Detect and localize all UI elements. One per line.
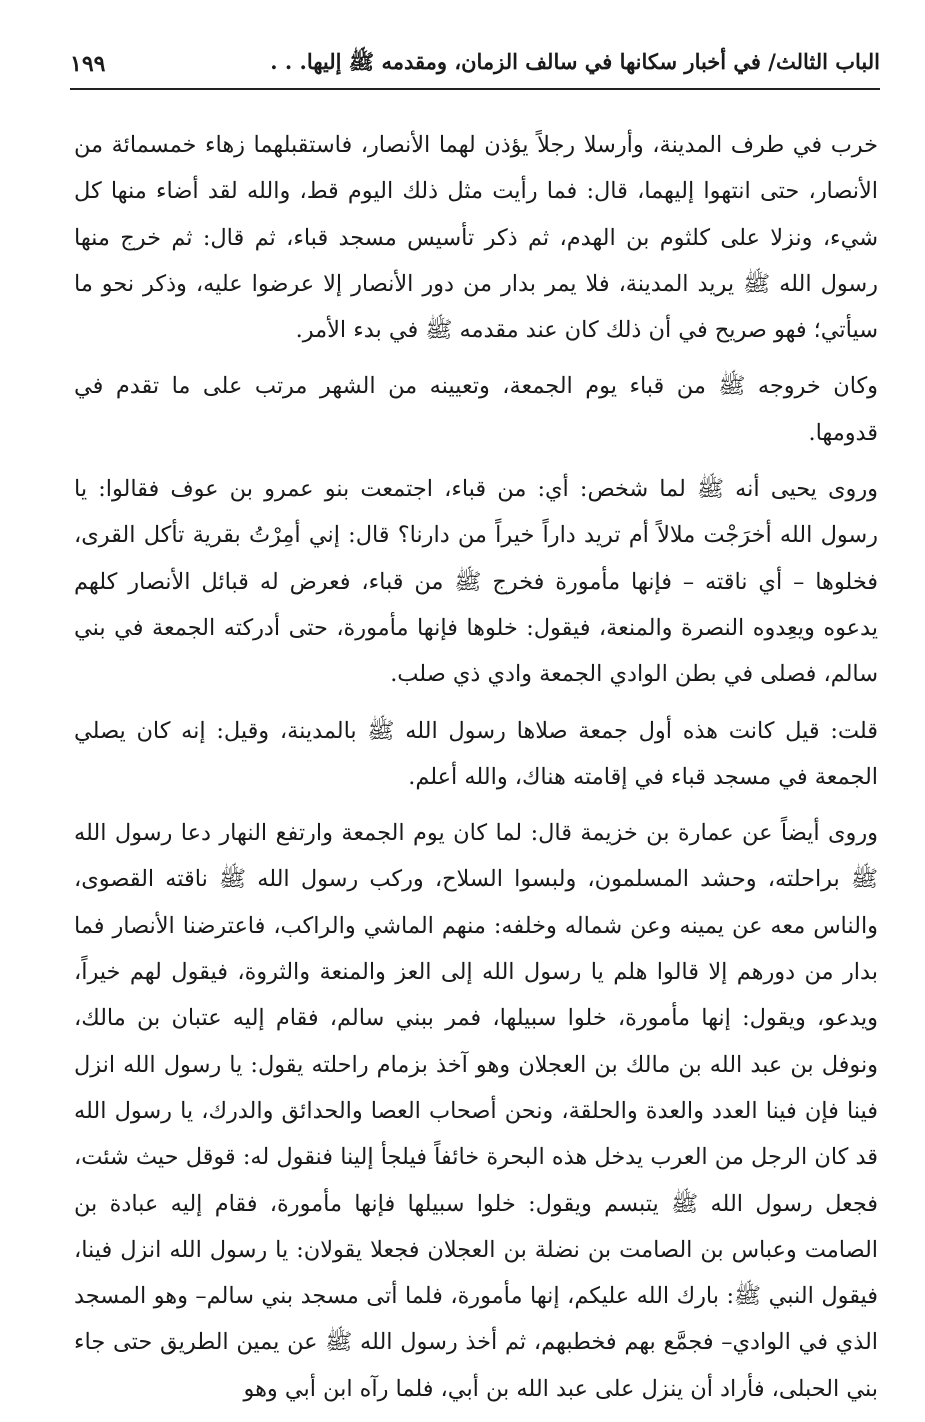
paragraph: وكان خروجه ﷺ من قباء يوم الجمعة، وتعيينه من الشهر مرتب على ما تقدم في قدومها. [74,373,878,446]
paragraph: قلت: قيل كانت هذه أول جمعة صلاها رسول الله ﷺ بالمدينة، وقيل: إنه كان يصلي الجمعة في مسجد قباء في إقامته هناك، والله أعلم. [74,717,878,790]
paragraph: خرب في طرف المدينة، وأرسلا رجلاً يؤذن لهما الأنصار، فاستقبلهما زهاء خمسمائة من الأنصار، حتى انتهوا إليهما، قال: فما رأيت مثل ذلك اليوم قط، والله لقد أضاء منها كل شيء، ونزلا على كلثوم بن الهدم، ثم ذكر تأسيس مسجد قباء، ثم قال: ثم خرج منها رسول الله ﷺ يريد المدينة، فلا يمر بدار من دور الأنصار إلا عرضوا عليه، وذكر نحو ما سيأتي؛ فهو صريح في أن ذلك كان عند مقدمه ﷺ في بدء الأمر. [74,132,878,344]
paragraph: وروى يحيى أنه ﷺ لما شخص: أي: من قباء، اجتمعت بنو عمرو بن عوف فقالوا: يا رسول الله أخرَجْت ملالاً أم تريد داراً خيراً من دارنا؟ قال: إني أمِرْتُ بقرية تأكل القرى، فخلوها – أي ناقته – فإنها مأمورة فخرج ﷺ من قباء، فعرض له قبائل الأنصار كلهم يدعوه ويعِدوه النصرة والمنعة، فيقول: خلوها فإنها مأمورة، حتى أدركته الجمعة في بني سالم، فصلى في بطن الوادي الجمعة وادي ذي صلب. [74,476,878,688]
main-text [74,122,878,1422]
chapter-title: الباب الثالث/ في أخبار سكانها في سالف الزمان، ومقدمه ﷺ إليها. . . [270,48,880,74]
page-number: ١٩٩ [70,51,106,77]
running-header [70,40,880,90]
paragraph: وروى أيضاً عن عمارة بن خزيمة قال: لما كان يوم الجمعة وارتفع النهار دعا رسول الله ﷺ براحلته، وحشد المسلمون، ولبسوا السلاح، وركب رسول الله ﷺ ناقته القصوى، والناس معه عن يمينه وعن شماله وخلفه: منهم الماشي والراكب، فاعترضنا الأنصار فما بدار من دورهم إلا قالوا هلم يا رسول الله إلى العز والمنعة والثروة، فيقول لهم خيراً، ويدعو، ويقول: إنها مأمورة، خلوا سبيلها، فمر ببني سالم، فقام إليه عتبان بن مالك، ونوفل بن عبد الله بن مالك بن العجلان وهو آخذ بزمام راحلته يقول: يا رسول الله انزل فينا فإن فينا العدد والعدة والحلقة، ونحن أصحاب العصا والحدائق والدرك، يا رسول الله قد كان الرجل من العرب يدخل هذه البحرة خائفاً فيلجأ إلينا فنقول له: قوقل حيث شئت، فجعل رسول الله ﷺ يتبسم ويقول: خلوا سبيلها فإنها مأمورة، فقام إليه عبادة بن الصامت وعباس بن الصامت بن نضلة بن العجلان فجعلا يقولان: يا رسول الله انزل فينا، فيقول النبي ﷺ: بارك الله عليكم، إنها مأمورة، فلما أتى مسجد بني سالم– وهو المسجد الذي في الوادي– فجمَّع بهم فخطبهم، ثم أخذ رسول الله ﷺ عن يمين الطريق حتى جاء بني الحبلى، فأراد أن ينزل على عبد الله بن أبي، فلما رآه ابن أبي وهو [74,820,878,1402]
